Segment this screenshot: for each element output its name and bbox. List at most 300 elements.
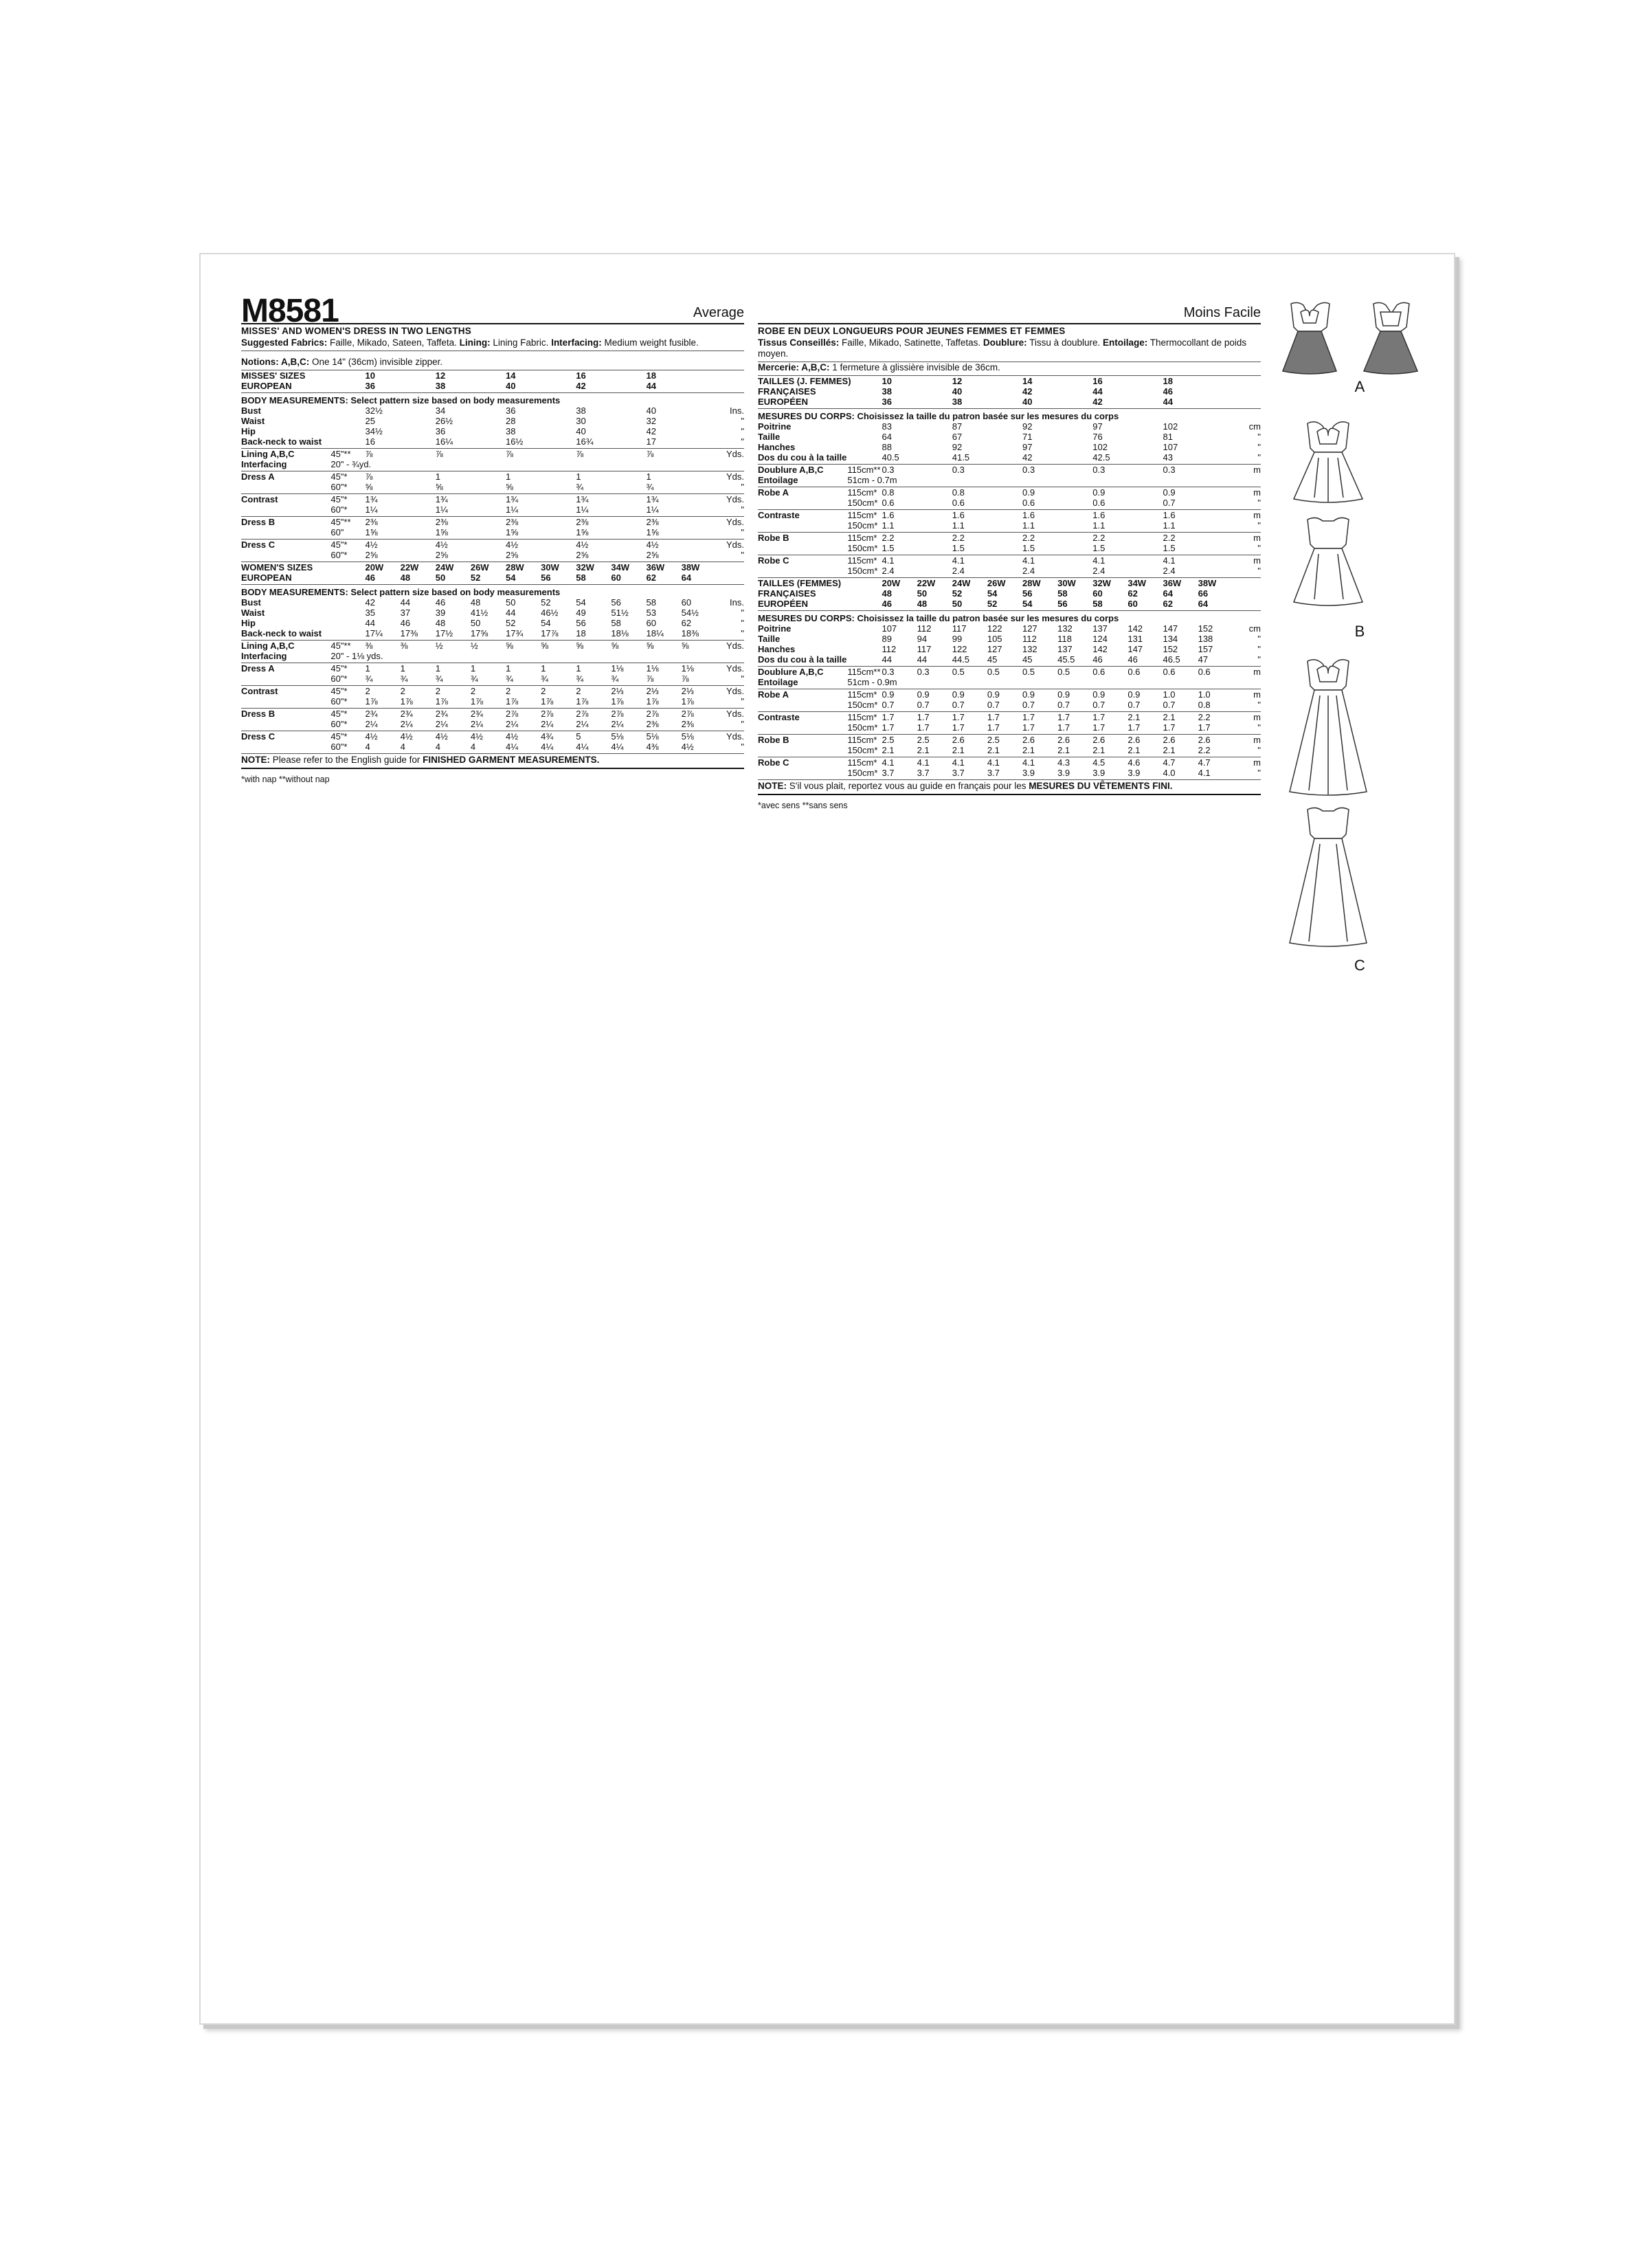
yardage-value: 2 bbox=[541, 686, 546, 696]
yardage-label: Dress A bbox=[241, 471, 275, 482]
yardage-value: 4½ bbox=[435, 731, 448, 742]
yardage-value: 2 bbox=[505, 686, 511, 696]
spacer bbox=[1233, 578, 1261, 588]
size-row-label: EUROPÉEN bbox=[758, 599, 808, 609]
measure-value: 152 bbox=[1163, 644, 1178, 654]
yardage-value: 4.1 bbox=[1022, 757, 1035, 768]
yardage-value: ⅞ bbox=[435, 449, 443, 459]
yardage-value: 1.7 bbox=[987, 712, 1000, 722]
yardage-value: ¾ bbox=[541, 674, 548, 684]
yardage-label: Dress C bbox=[241, 540, 276, 550]
french-column bbox=[758, 254, 1261, 810]
fabric-width: 115cm* bbox=[847, 533, 877, 543]
size-value: 64 bbox=[1163, 588, 1173, 599]
measure-value: 52 bbox=[505, 618, 516, 628]
size-value: 54 bbox=[987, 588, 998, 599]
measure-value: 16¾ bbox=[576, 436, 594, 447]
yardage-label bbox=[758, 543, 847, 553]
measure-value: 92 bbox=[952, 442, 963, 452]
size-row-label: EUROPEAN bbox=[241, 381, 292, 391]
yardage-value: 1 bbox=[646, 471, 651, 482]
yardage-value: 1⅝ bbox=[506, 527, 519, 537]
size-value: 48 bbox=[917, 599, 928, 609]
yardage-value: 1.7 bbox=[1022, 712, 1035, 722]
size-value: 56 bbox=[1022, 588, 1033, 599]
yardage-value: ⅜ bbox=[400, 641, 408, 651]
yardage-value: ⅞ bbox=[646, 674, 654, 684]
measure-value: 16¼ bbox=[435, 436, 453, 447]
size-value: 46 bbox=[1163, 386, 1174, 397]
yardage-value: 1⅛ bbox=[646, 663, 659, 674]
fabric-width: 45"** bbox=[330, 449, 351, 459]
view-c-drawing bbox=[1277, 654, 1442, 957]
yardage-value: ⅞ bbox=[365, 449, 373, 459]
yardage-unit: Yds. bbox=[726, 494, 744, 504]
size-row-label: EUROPEAN bbox=[241, 572, 292, 583]
yardage-unit: " bbox=[741, 674, 744, 684]
size-header: 10 bbox=[365, 370, 375, 381]
fabric-width: 45"* bbox=[330, 709, 348, 719]
yardage-value: 0.5 bbox=[1057, 667, 1070, 677]
yardage-unit: m bbox=[1253, 487, 1261, 498]
yardage-value: 2.4 bbox=[1092, 566, 1106, 576]
yardage-value: 2.1 bbox=[1057, 745, 1070, 755]
note-text: NOTE: Please refer to the English guide for FINISHED GARMENT MEASUREMENTS. bbox=[241, 755, 600, 765]
yardage-value: 1⅞ bbox=[681, 696, 694, 707]
yardage-value: 1.7 bbox=[1092, 722, 1106, 733]
yardage-value: 0.9 bbox=[987, 689, 1000, 700]
yardage-value: 2.1 bbox=[1163, 712, 1176, 722]
measure-unit: " bbox=[1257, 644, 1261, 654]
yardage-value: 4¼ bbox=[576, 742, 589, 752]
yardage-value: 2⅝ bbox=[435, 550, 448, 560]
measure-value: 26½ bbox=[435, 416, 453, 426]
yardage-value: 3.9 bbox=[1128, 768, 1141, 778]
yardage-label: Contraste bbox=[758, 510, 800, 520]
yardage-value: 2¾ bbox=[400, 709, 413, 719]
body-measurements-heading: BODY MEASUREMENTS: Select pattern size based on body measurements bbox=[241, 395, 561, 405]
yardage-value: 2⅜ bbox=[506, 517, 519, 527]
yardage-value: 2.1 bbox=[1128, 745, 1141, 755]
measure-unit: " bbox=[741, 618, 744, 628]
yardage-value: 1.7 bbox=[1128, 722, 1141, 733]
fabric-width: 150cm* bbox=[847, 700, 878, 710]
yardage-value: 2.6 bbox=[952, 735, 965, 745]
yardage-value: 1.7 bbox=[1163, 722, 1176, 733]
yardage-value: 1.7 bbox=[987, 722, 1000, 733]
yardage-value: 1¾ bbox=[646, 494, 659, 504]
yardage-value: 2.2 bbox=[1022, 533, 1035, 543]
measure-value: 87 bbox=[952, 421, 963, 432]
fabric-width: 45"* bbox=[330, 471, 348, 482]
yardage-value: 1 bbox=[365, 663, 370, 674]
yardage-value: 2¼ bbox=[470, 719, 483, 729]
yardage-value: 0.6 bbox=[1022, 498, 1035, 508]
yardage-value: ⅝ bbox=[646, 641, 654, 651]
yardage-value: 0.9 bbox=[1022, 487, 1035, 498]
yardage-value: 1.1 bbox=[952, 520, 965, 531]
yardage-label bbox=[241, 674, 330, 684]
measure-value: 99 bbox=[952, 634, 963, 644]
yardage-value: 1 bbox=[435, 471, 440, 482]
measure-label: Bust bbox=[241, 405, 261, 416]
yardage-value: 0.7 bbox=[952, 700, 965, 710]
measure-value: 137 bbox=[1092, 623, 1108, 634]
fabric-width: 51cm - 0.7m bbox=[847, 475, 897, 485]
spacer bbox=[717, 572, 744, 583]
measure-value: 45.5 bbox=[1057, 654, 1075, 665]
yardage-value: 0.6 bbox=[1163, 667, 1176, 677]
yardage-value: 4 bbox=[400, 742, 405, 752]
fabric-width: 60"* bbox=[330, 742, 348, 752]
yardage-label: Dress C bbox=[241, 731, 276, 742]
yardage-value: 0.6 bbox=[1092, 498, 1106, 508]
size-value: 62 bbox=[1128, 588, 1138, 599]
yardage-value: 1⅞ bbox=[646, 696, 659, 707]
measure-value: 147 bbox=[1163, 623, 1178, 634]
yardage-value: 4½ bbox=[435, 540, 448, 550]
yardage-value: 2⅝ bbox=[576, 550, 589, 560]
yardage-value: ½ bbox=[470, 641, 478, 651]
size-row-label: FRANÇAISES bbox=[758, 386, 816, 397]
measure-value: 132 bbox=[1057, 623, 1073, 634]
size-value: 62 bbox=[1163, 599, 1173, 609]
size-header: 12 bbox=[952, 376, 963, 386]
yardage-value: 2⅜ bbox=[365, 517, 378, 527]
measure-value: 44 bbox=[917, 654, 928, 665]
size-header: 32W bbox=[1092, 578, 1111, 588]
yardage-value: 0.7 bbox=[1163, 700, 1176, 710]
size-value: 60 bbox=[611, 572, 621, 583]
header-en bbox=[241, 254, 744, 329]
size-value: 44 bbox=[1163, 397, 1174, 407]
yardage-value: 1.5 bbox=[1022, 543, 1035, 553]
measure-value: 42.5 bbox=[1092, 452, 1110, 463]
yardage-value: 1⅛ bbox=[681, 663, 694, 674]
yardage-value: 2.6 bbox=[1092, 735, 1106, 745]
yardage-value: 4.1 bbox=[1163, 555, 1176, 566]
yardage-unit: m bbox=[1253, 555, 1261, 566]
view-c-label: C bbox=[1354, 957, 1365, 974]
measure-value: 107 bbox=[882, 623, 897, 634]
fabric-width: 60"* bbox=[330, 696, 348, 707]
fabric-width: 60"* bbox=[330, 550, 348, 560]
fabric-width: 115cm* bbox=[847, 689, 877, 700]
fabric-width: 45"* bbox=[330, 663, 348, 674]
fabric-width: 115cm** bbox=[847, 667, 881, 677]
measure-value: 142 bbox=[1092, 644, 1108, 654]
yardage-value: 1.6 bbox=[1022, 510, 1035, 520]
yardage-value: 2.1 bbox=[952, 745, 965, 755]
yardage-value: 2⅜ bbox=[646, 517, 659, 527]
size-header: 14 bbox=[506, 370, 516, 381]
measure-value: 122 bbox=[952, 644, 967, 654]
measure-label: Taille bbox=[758, 432, 781, 442]
yardage-unit: " bbox=[1257, 745, 1261, 755]
measure-value: 56 bbox=[576, 618, 586, 628]
yardage-value: 1⅝ bbox=[646, 527, 659, 537]
yardage-value: 1.5 bbox=[1163, 543, 1176, 553]
measure-value: 52 bbox=[541, 597, 551, 608]
yardage-value: 2.4 bbox=[1022, 566, 1035, 576]
measure-label: Hanches bbox=[758, 442, 796, 452]
yardage-value: 2¼ bbox=[576, 719, 589, 729]
pattern-code: M8581 bbox=[241, 293, 339, 329]
yardage-value: 0.7 bbox=[1128, 700, 1141, 710]
yardage-value: 3.7 bbox=[952, 768, 965, 778]
yardage-value: 2¼ bbox=[400, 719, 413, 729]
women-size-table bbox=[241, 562, 744, 752]
measure-unit: " bbox=[1257, 432, 1261, 442]
measure-value: 18 bbox=[576, 628, 586, 638]
view-a-drawing bbox=[1277, 296, 1442, 378]
measure-value: 40 bbox=[646, 405, 657, 416]
yardage-value: 1.7 bbox=[1057, 712, 1070, 722]
measure-value: 131 bbox=[1128, 634, 1143, 644]
yardage-value: 2.5 bbox=[987, 735, 1000, 745]
measure-value: 17⅜ bbox=[400, 628, 418, 638]
fabric-width: 45"** bbox=[330, 517, 351, 527]
view-illustrations bbox=[1277, 296, 1442, 975]
measure-unit: Ins. bbox=[730, 405, 744, 416]
size-value: 42 bbox=[576, 381, 586, 391]
measure-value: 58 bbox=[646, 597, 656, 608]
measure-label: Taille bbox=[758, 634, 781, 644]
yardage-value: 1¾ bbox=[576, 494, 589, 504]
yardage-value: 1.7 bbox=[1198, 722, 1211, 733]
measure-value: 62 bbox=[681, 618, 692, 628]
yardage-value: 2.1 bbox=[987, 745, 1000, 755]
yardage-label bbox=[758, 520, 847, 531]
yardage-value: 1.5 bbox=[882, 543, 895, 553]
yardage-unit: " bbox=[1257, 722, 1261, 733]
yardage-value: 1⅞ bbox=[611, 696, 624, 707]
yardage-value: 1⅝ bbox=[365, 527, 378, 537]
yardage-value: 2.2 bbox=[1163, 533, 1176, 543]
yardage-value: ⅝ bbox=[505, 641, 513, 651]
yardage-unit: " bbox=[1257, 700, 1261, 710]
measure-unit: " bbox=[1257, 654, 1261, 665]
measure-value: 16 bbox=[365, 436, 375, 447]
yardage-value: 0.6 bbox=[1092, 667, 1106, 677]
measure-value: 44 bbox=[882, 654, 892, 665]
fabric-width: 115cm* bbox=[847, 735, 877, 745]
yardage-value: 2.1 bbox=[1092, 745, 1106, 755]
yardage-value: 2.6 bbox=[1198, 735, 1211, 745]
size-header: 12 bbox=[435, 370, 446, 381]
fabric-width: 115cm* bbox=[847, 757, 877, 768]
yardage-unit: Yds. bbox=[726, 663, 744, 674]
measure-value: 17⅝ bbox=[470, 628, 489, 638]
yardage-value: ⅝ bbox=[576, 641, 584, 651]
yardage-value: 4½ bbox=[505, 731, 519, 742]
fabric-width: 20" - ¾yd. bbox=[330, 459, 372, 469]
yardage-value: 1.1 bbox=[1163, 520, 1176, 531]
spacer bbox=[1233, 588, 1261, 599]
yardage-label bbox=[758, 722, 847, 733]
yardage-value: 4.6 bbox=[1128, 757, 1141, 768]
pattern-title-fr: ROBE EN DEUX LONGUEURS POUR JEUNES FEMMES ET FEMMES bbox=[758, 326, 1066, 336]
yardage-value: ¾ bbox=[365, 674, 373, 684]
measure-value: 112 bbox=[1022, 634, 1037, 644]
yardage-value: 1.6 bbox=[952, 510, 965, 520]
yardage-value: 2.4 bbox=[882, 566, 895, 576]
yardage-value: 1.1 bbox=[1022, 520, 1035, 531]
size-value: 64 bbox=[1198, 599, 1209, 609]
size-header: 26W bbox=[470, 562, 489, 572]
yardage-value: 0.5 bbox=[952, 667, 965, 677]
size-value: 48 bbox=[882, 588, 892, 599]
body-measurements-heading: BODY MEASUREMENTS: Select pattern size based on body measurements bbox=[241, 587, 561, 597]
yardage-value: 0.9 bbox=[917, 689, 930, 700]
yardage-label bbox=[758, 700, 847, 710]
yardage-value: 1⅞ bbox=[470, 696, 483, 707]
yardage-value: 1.7 bbox=[1057, 722, 1070, 733]
size-header: 22W bbox=[400, 562, 419, 572]
measure-label: Poitrine bbox=[758, 421, 792, 432]
measure-label: Bust bbox=[241, 597, 261, 608]
yardage-value: 1⅞ bbox=[435, 696, 448, 707]
fabric-width: 45"* bbox=[330, 686, 348, 696]
yardage-value: 4¼ bbox=[611, 742, 624, 752]
measure-value: 25 bbox=[365, 416, 375, 426]
yardage-value: 1 bbox=[400, 663, 405, 674]
yardage-value: 2.1 bbox=[1022, 745, 1035, 755]
measure-value: 40 bbox=[576, 426, 586, 436]
yardage-value: 2⅞ bbox=[646, 709, 659, 719]
yardage-value: 4½ bbox=[365, 731, 378, 742]
yardage-label: Dress B bbox=[241, 709, 276, 719]
yardage-value: 1 bbox=[435, 663, 440, 674]
body-measurements-heading: MESURES DU CORPS: Choisissez la taille du patron basée sur les mesures du corps bbox=[758, 411, 1119, 421]
measure-value: 124 bbox=[1092, 634, 1108, 644]
yardage-value: 2.2 bbox=[952, 533, 965, 543]
english-column bbox=[241, 254, 744, 784]
yardage-value: 2⅞ bbox=[611, 709, 624, 719]
yardage-label: Lining A,B,C bbox=[241, 641, 295, 651]
yardage-label: Doublure A,B,C bbox=[758, 667, 824, 677]
size-value: 44 bbox=[646, 381, 656, 391]
yardage-value: 4.1 bbox=[1198, 768, 1211, 778]
yardage-value: 1 bbox=[576, 471, 581, 482]
yardage-unit: m bbox=[1253, 712, 1261, 722]
yardage-value: ⅞ bbox=[681, 674, 689, 684]
size-value: 58 bbox=[1092, 599, 1103, 609]
yardage-value: 2 bbox=[365, 686, 370, 696]
size-value: 48 bbox=[400, 572, 411, 583]
yardage-label bbox=[241, 482, 330, 492]
measure-value: 34½ bbox=[365, 426, 383, 436]
yardage-value: 1¾ bbox=[506, 494, 519, 504]
yardage-value: 0.7 bbox=[1057, 700, 1070, 710]
measure-value: 48 bbox=[470, 597, 481, 608]
measure-label: Poitrine bbox=[758, 623, 792, 634]
yardage-value: 0.3 bbox=[882, 465, 895, 475]
measure-value: 58 bbox=[611, 618, 621, 628]
measure-value: 37 bbox=[400, 608, 411, 618]
yardage-value: 0.7 bbox=[1022, 700, 1035, 710]
size-header: 38W bbox=[681, 562, 700, 572]
size-header: 18 bbox=[1163, 376, 1174, 386]
yardage-value: 2⅜ bbox=[646, 719, 659, 729]
yardage-value: 2¼ bbox=[505, 719, 519, 729]
measure-value: 76 bbox=[1092, 432, 1103, 442]
measure-unit: " bbox=[1257, 452, 1261, 463]
spacer bbox=[717, 381, 744, 391]
measure-value: 60 bbox=[646, 618, 656, 628]
size-value: 40 bbox=[952, 386, 963, 397]
yardage-value: 4¾ bbox=[541, 731, 554, 742]
size-header: 14 bbox=[1022, 376, 1033, 386]
yardage-value: 1⅞ bbox=[541, 696, 554, 707]
yardage-label: Robe B bbox=[758, 735, 789, 745]
yardage-value: 2⅜ bbox=[576, 517, 589, 527]
measure-value: 42 bbox=[1022, 452, 1033, 463]
yardage-value: 2¼ bbox=[435, 719, 448, 729]
yardage-value: ¾ bbox=[435, 674, 443, 684]
measure-value: 42 bbox=[646, 426, 657, 436]
yardage-value: ¾ bbox=[470, 674, 478, 684]
size-value: 66 bbox=[1198, 588, 1209, 599]
yardage-value: 4½ bbox=[646, 540, 659, 550]
yardage-value: 0.3 bbox=[1022, 465, 1035, 475]
measure-unit: cm bbox=[1248, 623, 1261, 634]
measure-value: 45 bbox=[987, 654, 998, 665]
yardage-value: 1¾ bbox=[365, 494, 378, 504]
yardage-value: 0.7 bbox=[1163, 498, 1176, 508]
fabric-width: 115cm* bbox=[847, 555, 877, 566]
yardage-value: 0.9 bbox=[882, 689, 895, 700]
measure-value: 50 bbox=[470, 618, 481, 628]
fabric-width: 60"* bbox=[330, 504, 348, 515]
size-value: 36 bbox=[365, 381, 375, 391]
measure-value: 38 bbox=[576, 405, 586, 416]
measure-value: 67 bbox=[952, 432, 963, 442]
yardage-value: ⅞ bbox=[506, 449, 513, 459]
yardage-value: 2.2 bbox=[1198, 712, 1211, 722]
measure-value: 54 bbox=[541, 618, 551, 628]
yardage-value: 1⅞ bbox=[400, 696, 413, 707]
size-header: 34W bbox=[611, 562, 630, 572]
size-header: 20W bbox=[365, 562, 384, 572]
yardage-value: 0.7 bbox=[987, 700, 1000, 710]
footnote-fr: *avec sens **sans sens bbox=[758, 801, 848, 810]
yardage-unit: Yds. bbox=[726, 449, 744, 459]
yardage-value: ⅝ bbox=[506, 482, 513, 492]
measure-value: 92 bbox=[1022, 421, 1033, 432]
women-size-table-fr bbox=[758, 578, 1261, 778]
yardage-value: 4.1 bbox=[917, 757, 930, 768]
measure-value: 41.5 bbox=[952, 452, 970, 463]
size-value: 40 bbox=[1022, 397, 1033, 407]
yardage-value: 2⅞ bbox=[541, 709, 554, 719]
yardage-value: 5⅛ bbox=[646, 731, 659, 742]
measure-value: 18⅜ bbox=[681, 628, 699, 638]
yardage-value: 0.6 bbox=[1128, 667, 1141, 677]
yardage-label bbox=[241, 742, 330, 752]
size-header: 16 bbox=[576, 370, 586, 381]
size-value: 40 bbox=[506, 381, 516, 391]
yardage-label: Robe B bbox=[758, 533, 789, 543]
yardage-value: 1¼ bbox=[506, 504, 519, 515]
fabric-width: 60"* bbox=[330, 674, 348, 684]
yardage-unit: m bbox=[1253, 465, 1261, 475]
measure-unit: " bbox=[741, 628, 744, 638]
yardage-unit: Yds. bbox=[726, 471, 744, 482]
yardage-value: 2⅝ bbox=[365, 550, 378, 560]
size-value: 54 bbox=[1022, 599, 1033, 609]
yardage-value: ⅝ bbox=[681, 641, 689, 651]
